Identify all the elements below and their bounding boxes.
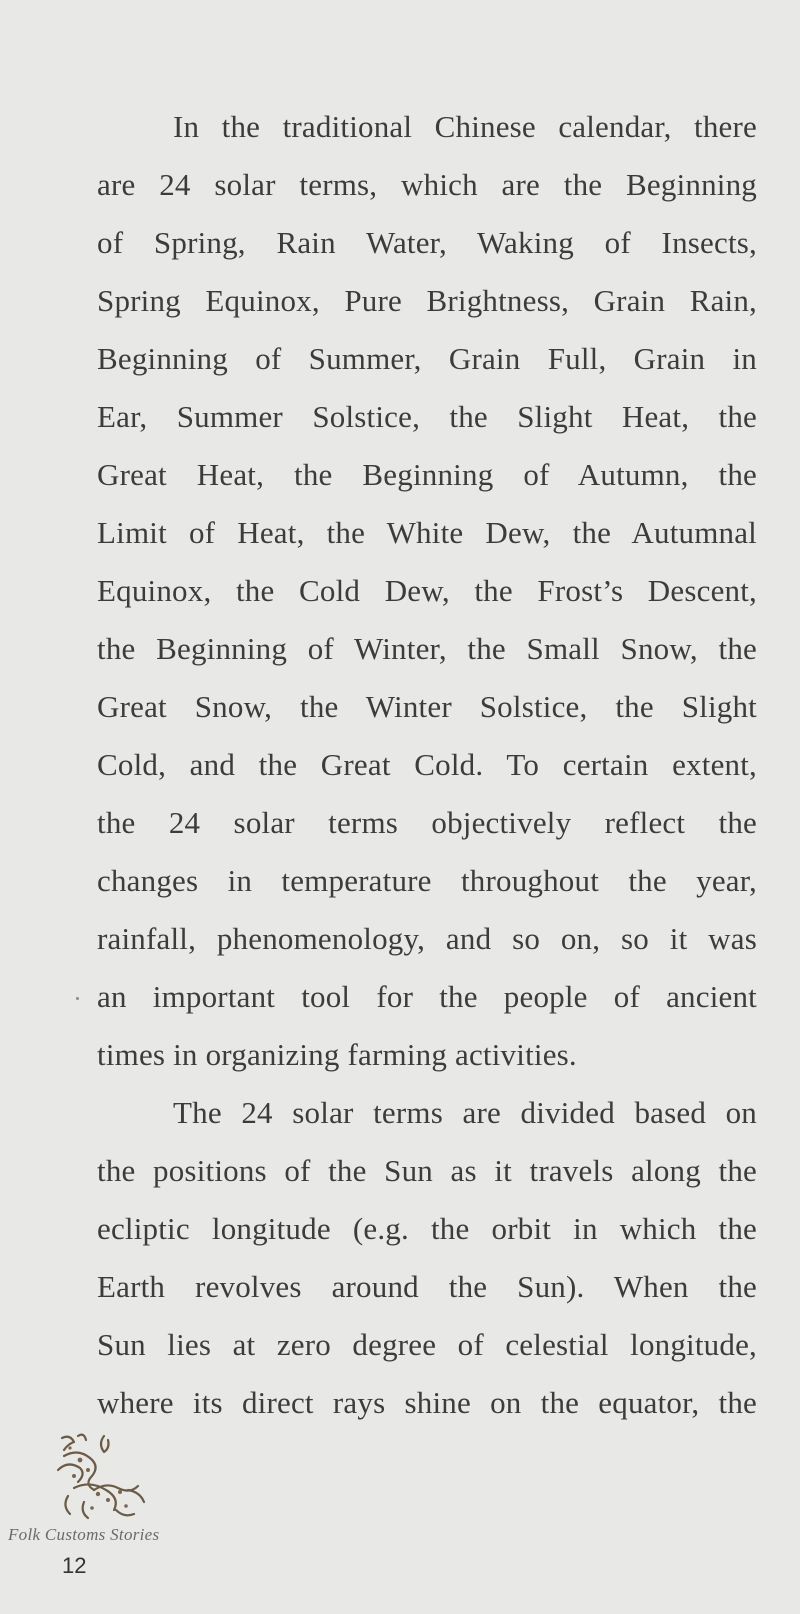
page-number: 12: [62, 1553, 87, 1578]
text-line: times in organizing farming activities.: [97, 1037, 577, 1072]
text-line: Equinox, the Cold Dew, the Frost’s Descent,: [97, 573, 757, 608]
text-line: an important tool for the people of ancient: [97, 979, 757, 1014]
dragon-emblem-icon: [44, 1430, 154, 1525]
text-line: of Spring, Rain Water, Waking of Insects,: [97, 225, 757, 260]
text-line: changes in temperature throughout the year,: [97, 863, 757, 898]
text-line: In the traditional Chinese calendar, there: [173, 109, 757, 144]
text-line: the positions of the Sun as it travels along the: [97, 1153, 757, 1188]
text-line: ecliptic longitude (e.g. the orbit in which the: [97, 1211, 757, 1246]
text-line: Great Heat, the Beginning of Autumn, the: [97, 457, 757, 492]
text-line: Spring Equinox, Pure Brightness, Grain Rain,: [97, 283, 757, 318]
text-line: are 24 solar terms, which are the Beginning: [97, 167, 757, 202]
text-line: Earth revolves around the Sun). When the: [97, 1269, 757, 1304]
text-line: The 24 solar terms are divided based on: [173, 1095, 757, 1130]
text-line: Beginning of Summer, Grain Full, Grain in: [97, 341, 757, 376]
text-line: Limit of Heat, the White Dew, the Autumnal: [97, 515, 757, 550]
text-line: Great Snow, the Winter Solstice, the Slight: [97, 689, 757, 724]
text-line: rainfall, phenomenology, and so on, so it was: [97, 921, 757, 956]
text-line: Sun lies at zero degree of celestial longitude,: [97, 1327, 757, 1362]
series-title: Folk Customs Stories: [8, 1525, 160, 1544]
text-line: the Beginning of Winter, the Small Snow, the: [97, 631, 757, 666]
margin-mark: [76, 997, 79, 1000]
text-line: where its direct rays shine on the equator, the: [97, 1385, 757, 1420]
text-line: the 24 solar terms objectively reflect the: [97, 805, 757, 840]
body-text: [97, 98, 757, 1432]
text-line: Cold, and the Great Cold. To certain extent,: [97, 747, 757, 782]
text-line: Ear, Summer Solstice, the Slight Heat, the: [97, 399, 757, 434]
